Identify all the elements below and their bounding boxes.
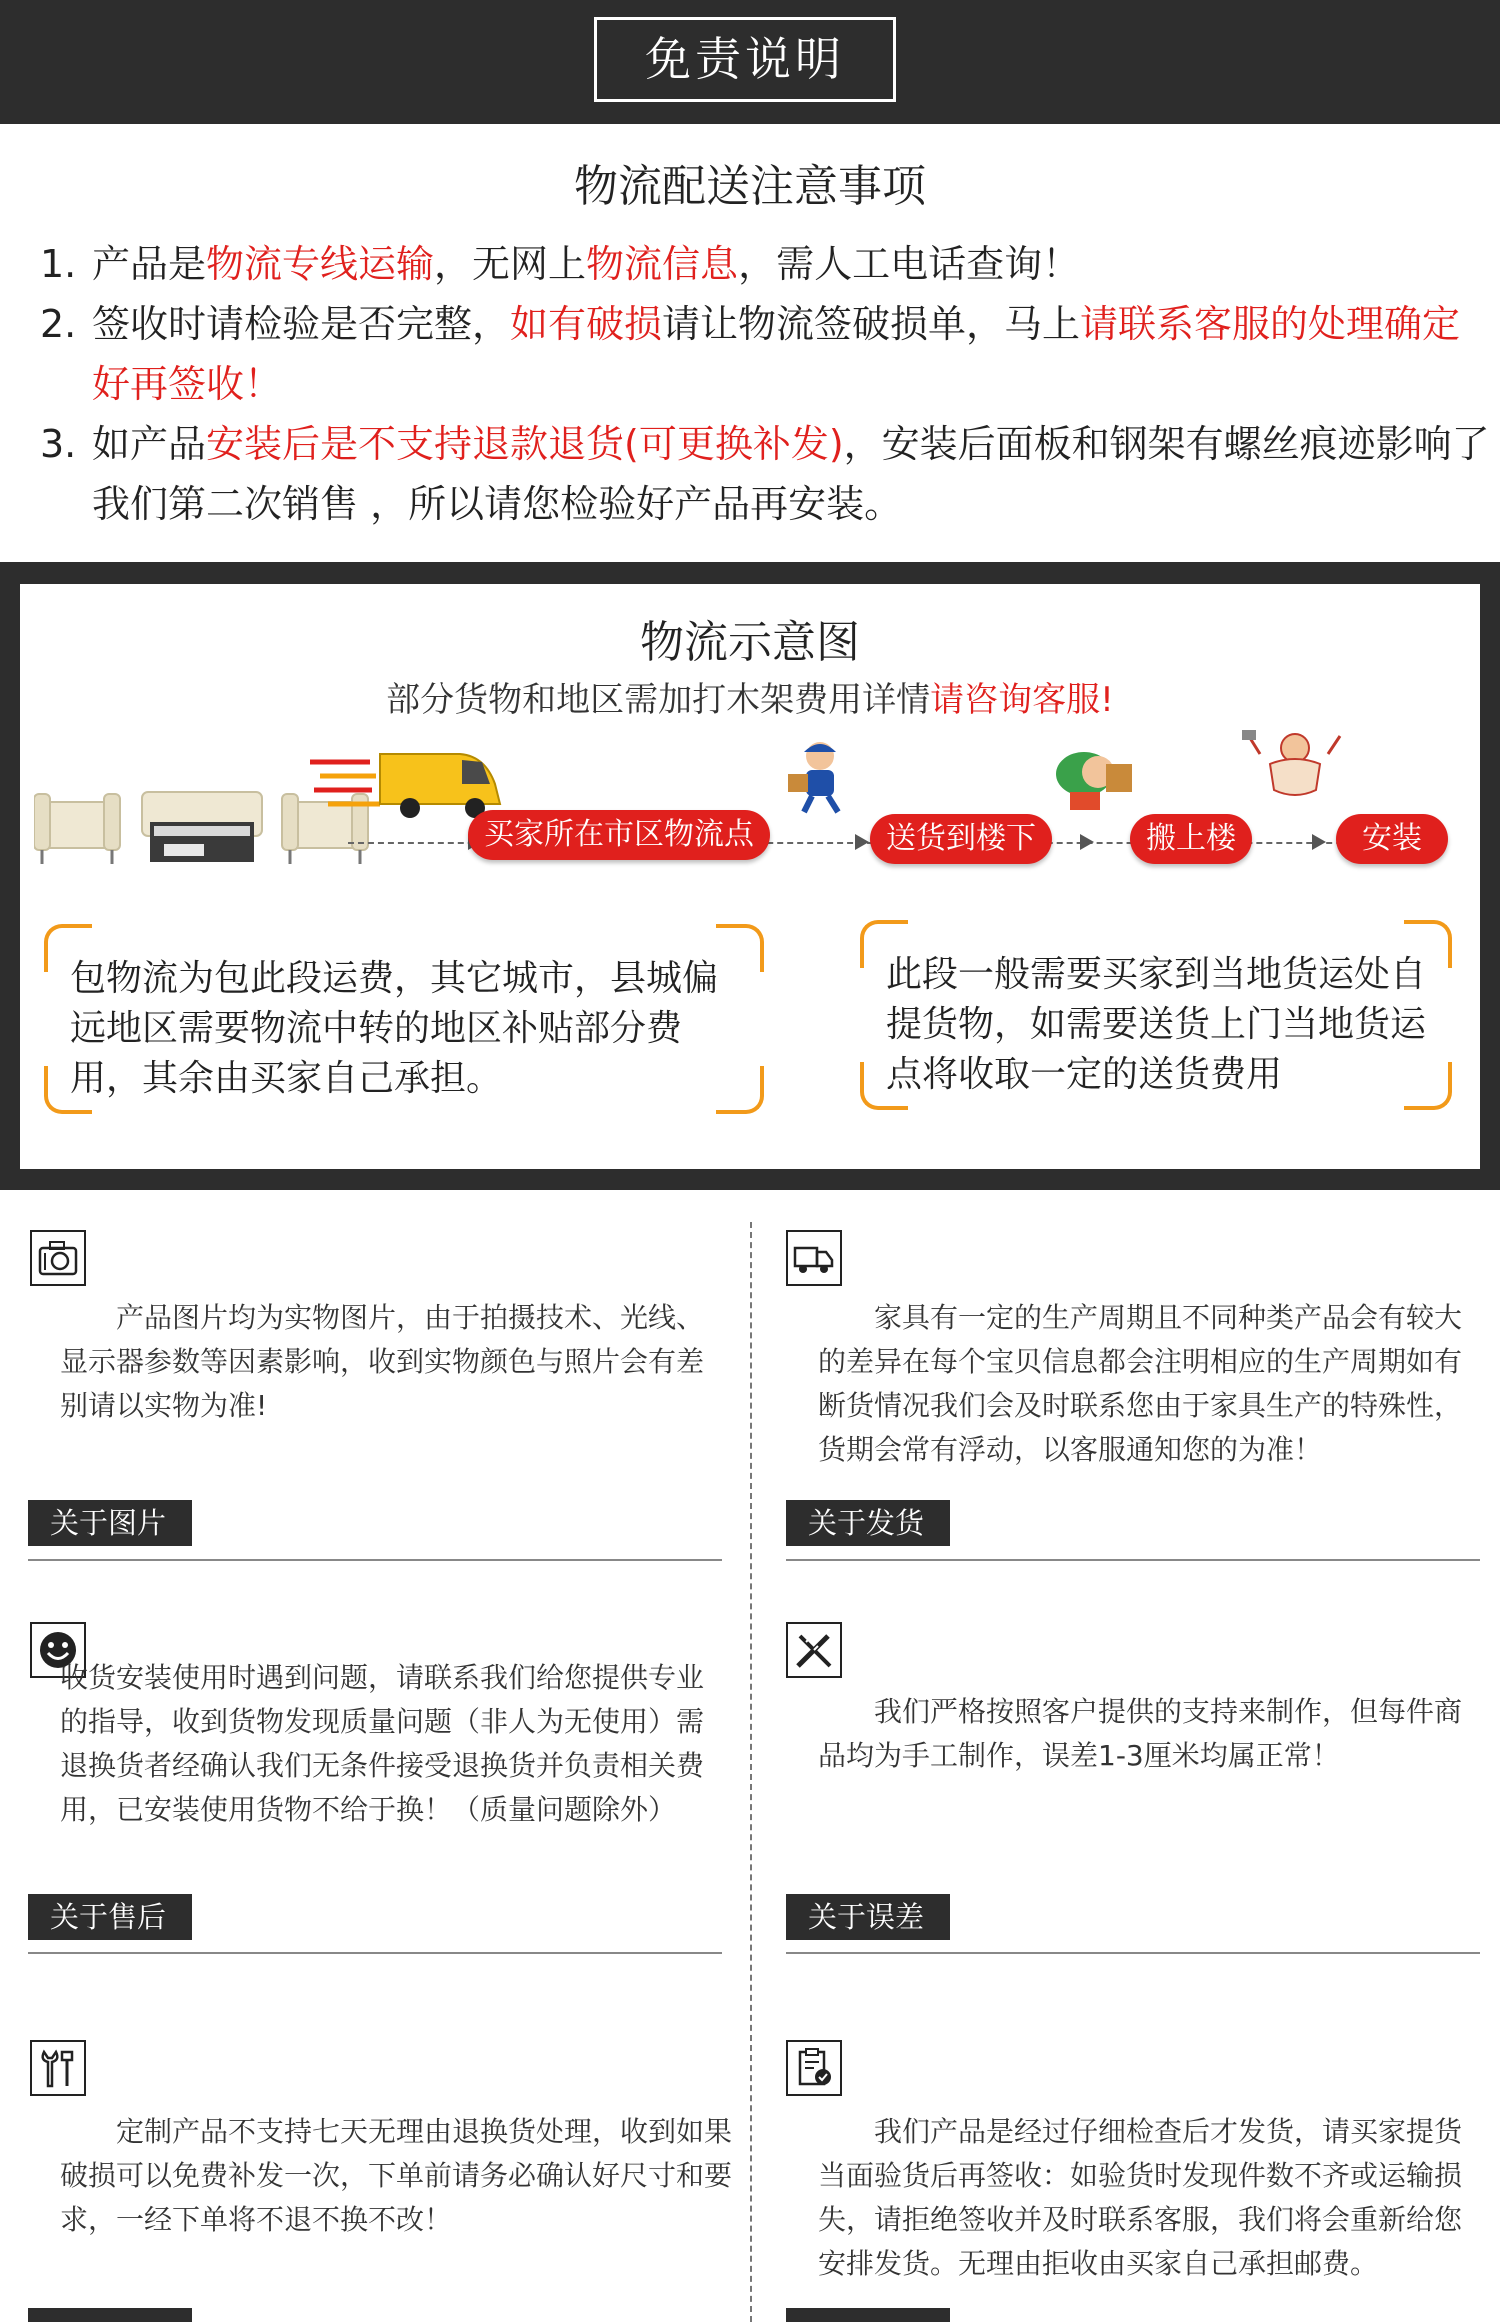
installer-icon — [1240, 724, 1350, 804]
truck-icon — [310, 744, 510, 824]
shipping-text: 家具有一定的生产周期且不同种类产品会有较大的差异在每个宝贝信息都会注明相应的生产周期如有断货情况我们会及时联系您由于家具生产的特殊性，货期会常有浮动，以客服通知您的为准！ — [818, 1301, 1463, 1466]
inspection-label — [786, 2308, 950, 2322]
notice-number: 2. — [40, 302, 77, 346]
notice-number: 3. — [40, 422, 77, 466]
notice-highlight: 安装后是不支持退款退货(可更换补发) — [206, 422, 844, 466]
notice-highlight: 物流信息 — [586, 242, 739, 286]
notice-item-1 — [40, 234, 1460, 294]
subtitle-highlight: 请咨询客服! — [930, 680, 1114, 720]
flow-arrow-icon — [1312, 834, 1326, 850]
page-title: 免责说明 — [594, 17, 896, 102]
section-rule — [28, 1559, 722, 1561]
step-pickup-point: 买家所在市区物流点 — [468, 810, 770, 860]
logistics-subtitle — [20, 672, 1480, 721]
logistics-title: 物流示意图 — [640, 617, 860, 668]
step-carry-upstairs: 搬上楼 — [1130, 814, 1252, 864]
notice-title: 物流配送注意事项 — [574, 161, 926, 212]
custom-products-text: 定制产品不支持七天无理由退换货处理，收到如果破损可以免费补发一次，下单前请务必确认好尺寸和要求，一经下单将不退不换不改！ — [60, 2115, 733, 2236]
after-sales-label: 关于售后 — [28, 1894, 192, 1940]
right-note-box — [860, 920, 1452, 1110]
left-note-box — [44, 924, 764, 1114]
notice-text-part: 请让物流签破损单，马上 — [662, 302, 1081, 346]
flow-arrow-icon — [855, 834, 869, 850]
section-rule — [786, 1559, 1480, 1561]
step-install: 安装 — [1336, 814, 1448, 864]
custom-products-label — [28, 2308, 192, 2322]
left-note-text: 包物流为包此段运费，其它城市，县城偏远地区需要物流中转的地区补贴部分费用，其余由买家自己承担。 — [70, 958, 719, 1099]
notice-text-part: 签收时请检验是否完整， — [92, 302, 511, 346]
notice-text — [92, 234, 1492, 294]
notice-text-part: ，无网上 — [434, 242, 587, 286]
step-deliver-downstairs: 送货到楼下 — [870, 814, 1052, 864]
pictures-label: 关于图片 — [28, 1500, 192, 1546]
notice-text — [92, 294, 1492, 414]
notice-text-part: ，需人工电话查询！ — [738, 242, 1081, 286]
logistics-panel — [20, 584, 1480, 1169]
inspection-text: 我们产品是经过仔细检查后才发货，请买家提货当面验货后再签收：如验货时发现件数不齐或运输损失，请拒绝签收并及时联系客服，我们将会重新给您安排发货。无理由拒收由买家自己承担邮费。 — [818, 2115, 1463, 2280]
truck-icon — [786, 1230, 842, 1286]
pictures-text: 产品图片均为实物图片，由于拍摄技术、光线、显示器参数等因素影响，收到实物颜色与照片会有差别请以实物为准! — [60, 1301, 705, 1422]
ruler-pencil-icon — [786, 1622, 842, 1678]
courier-icon — [780, 734, 860, 814]
shipping-label: 关于发货 — [786, 1500, 950, 1546]
notice-item-3 — [40, 414, 1490, 534]
notice-highlight: 如有破损 — [510, 302, 663, 346]
tolerance-label: 关于误差 — [786, 1894, 950, 1940]
after-sales-text: 收货安装使用时遇到问题，请联系我们给您提供专业的指导，收到货物发现质量问题（非人为无使用）需退换货者经确认我们无条件接受退换货并负责相关费用，已安装使用货物不给于换！（质量问题除外） — [60, 1661, 705, 1826]
section-rule — [28, 1952, 722, 1954]
checklist-icon — [786, 2040, 842, 2096]
mover-icon — [1040, 744, 1140, 814]
tools-icon — [30, 2040, 86, 2096]
section-rule — [786, 1952, 1480, 1954]
notice-item-2 — [40, 294, 1460, 414]
column-divider — [750, 1222, 752, 2322]
tolerance-text: 我们严格按照客户提供的支持来制作，但每件商品均为手工制作，误差1-3厘米均属正常！ — [818, 1695, 1463, 1772]
notice-text-part: 产品是 — [92, 242, 207, 286]
subtitle-text: 部分货物和地区需加打木架费用详情 — [386, 680, 931, 720]
flow-arrow-icon — [1080, 834, 1094, 850]
notice-text-part: ，安装后面板和钢架有螺丝痕迹影响了我们第二次销售 ，所以请您检验好产品再安装。 — [92, 422, 1490, 526]
camera-icon — [30, 1230, 86, 1286]
notice-number: 1. — [40, 242, 77, 286]
notice-text-part: 如产品 — [92, 422, 207, 466]
notice-highlight: 请联系客服的处理确定好再签收！ — [92, 302, 1461, 406]
header-band — [0, 0, 1500, 124]
notice-text — [92, 414, 1492, 534]
right-note-text: 此段一般需要买家到当地货运处自提货物，如需要送货上门当地货运点将收取一定的送货费用 — [886, 954, 1427, 1095]
notice-highlight: 物流专线运输 — [206, 242, 435, 286]
